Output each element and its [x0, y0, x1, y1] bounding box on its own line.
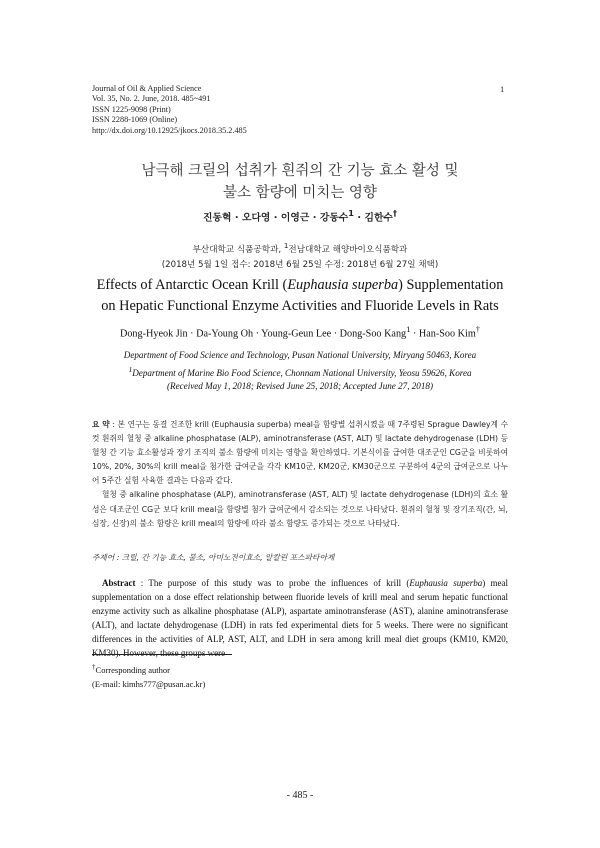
english-abstract-label: Abstract — [102, 578, 136, 588]
korean-dates: (2018년 5월 1일 접수: 2018년 6월 25일 수정: 2018년 6월 27일 채택) — [161, 259, 439, 270]
english-affil2-line — [40, 363, 560, 381]
english-affiliation — [40, 349, 560, 394]
korean-authors-sup: 1 — [348, 208, 354, 218]
corresponding-author — [92, 660, 205, 677]
korean-abstract-para1 — [92, 418, 508, 488]
korean-authors-main: 진동혁 · 오다영 · 이영근 · 강동수 — [203, 212, 349, 224]
korean-authors — [60, 208, 540, 223]
english-affil2: Department of Marine Bio Food Science, Chonnam National University, Yeosu 59626, Korea — [132, 367, 472, 378]
english-authors — [40, 324, 560, 339]
english-authors-sup: 1 — [406, 324, 411, 334]
korean-title-line1: 남극해 크릴의 섭취가 흰쥐의 간 기능 효소 활성 및 — [141, 163, 459, 179]
english-title-line1 — [40, 275, 560, 296]
korean-abstract — [92, 418, 508, 531]
corresponding-email[interactable]: (E-mail: kimhs777@pusan.ac.kr) — [92, 678, 206, 689]
footnote-divider — [92, 654, 232, 655]
english-title-italic: Euphausia superba — [287, 277, 399, 293]
korean-affil-line — [60, 238, 540, 258]
journal-volume: Vol. 35, No. 2. June, 2018. 485~491 — [92, 94, 211, 104]
english-title-line2: on Hepatic Functional Enzyme Activities and Fluoride Levels in Rats — [101, 297, 499, 314]
doi-link[interactable]: http://dx.doi.org/10.12925/jkocs.2018.35.2.485 — [92, 125, 247, 135]
english-title-post: ) Supplementation — [398, 277, 504, 293]
english-dates: (Received May 1, 2018; Revised June 25, 2018; Accepted June 27, 2018) — [167, 381, 433, 392]
corresponding-dagger: † — [92, 663, 96, 671]
corresponding-label: Corresponding author — [95, 664, 170, 675]
page-number: - 485 - — [286, 790, 314, 801]
korean-abstract-label: 요 약 — [92, 420, 110, 429]
korean-abstract-text1: : 본 연구는 동결 건조한 krill (Euphausia superba) meal을 함량별 섭취시켰을 때 7주령된 Sprague Dawley계 수컷 흰쥐의 혈청 중 alkaline phosphatase (ALP), aminotransferase (AST, ALT) 및 lactate dehydrogenase (LDH) 등 혈청 간 기능 효소활성과 장기 조직의 불소 함량에 미치는 영향을 확인하였다. 기본식이를 급여한 대조군인 CG군을 비롯하여 10%, 20%, 30%의 krill meal을 첨가한 급여군을 각각 KM10군, KM20군, KM30군으로 구분하여 4군의 급여군으로 나누어 5주간 실험 사육한 결과는 다음과 같다. — [92, 420, 509, 486]
issn-print: ISSN 1225-9098 (Print) — [92, 104, 171, 114]
korean-affiliation — [60, 238, 540, 273]
korean-authors-tail: · 김한수 — [353, 212, 393, 224]
korean-keywords: 주제어 : 크릴, 간 기능 효소, 불소, 아미노전이효소, 알칼린 포스파타아제 — [92, 553, 335, 562]
english-affil2-sup: 1 — [128, 364, 133, 374]
korean-abstract-para2: 혈청 중 alkaline phosphatase (ALP), aminotransferase (AST, ALT) 및 lactate dehydrogenase (LDH)의 효소 활성은 대조군인 CG군 보다 krill meal을 함량별 첨가 급여군에서 감소되는 것으로 나타났다. 흰쥐의 혈청 및 장기조직(간, 뇌, 심장, 신장)의 불소 함량은 krill meal의 함량에 따라 불소 함량도 증가되는 것으로 나타났다. — [92, 490, 508, 528]
korean-title — [60, 160, 540, 204]
korean-authors-dagger: † — [392, 208, 397, 218]
korean-affil-post: 전남대학교 해양바이오식품학과 — [288, 244, 408, 255]
english-affil1: Department of Food Science and Technology, Pusan National University, Miryang 50463, Korea — [123, 350, 477, 360]
page-marker: 1 — [500, 84, 505, 94]
korean-affil-pre: 부산대학교 식품공학과, — [192, 244, 284, 255]
english-authors-dagger: † — [475, 324, 481, 334]
english-authors-main: Dong-Hyeok Jin · Da-Young Oh · Young-Geun Lee · Dong-Soo Kang — [119, 328, 407, 340]
english-abstract-italic: Euphausia superba — [409, 578, 483, 588]
english-abstract-text-pre: : The purpose of this study was to probe the influences of krill ( — [135, 578, 410, 588]
korean-title-line2: 불소 함량에 미치는 영향 — [223, 185, 377, 201]
english-abstract-text-post: ) meal supplementation on a dose effect relationship between fluoride levels of krill meal and serum hepatic functional enzyme activity such as alkaline phosphatase (ALP), aspartate aminotransferase (AST), alanine aminotransferase (ALT), and lactate dehydrogenase (LDH) in rats fed experimental diets for 5 weeks. There were no significant differences in the activities of ALP, AST, ALT, and LDH in sera among krill meal diet groups (KM10, KM20, KM30). However, these groups were — [92, 578, 508, 658]
english-authors-tail: · Han-Soo Kim — [410, 328, 476, 340]
english-abstract-para — [92, 576, 508, 660]
english-title — [40, 275, 560, 316]
english-abstract — [92, 576, 508, 660]
english-title-pre: Effects of Antarctic Ocean Krill ( — [96, 277, 288, 293]
korean-affil-sup: 1 — [283, 241, 289, 250]
journal-name: Journal of Oil & Applied Science — [92, 84, 202, 93]
issn-online: ISSN 2288-1069 (Online) — [92, 115, 178, 125]
footnotes — [92, 660, 205, 691]
journal-info — [92, 84, 247, 136]
